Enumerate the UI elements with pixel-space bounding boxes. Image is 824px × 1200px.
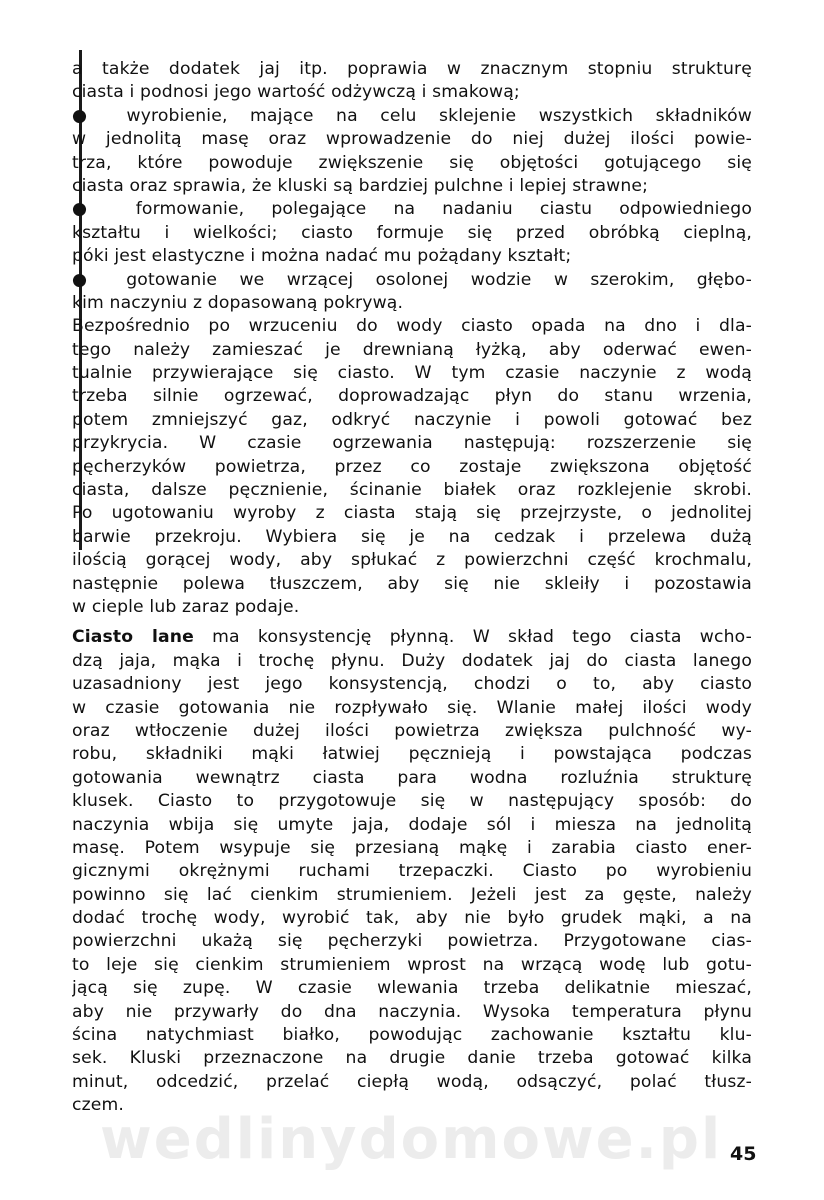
paragraph-ciasto-lane-first-line [72,626,752,649]
text-line: sek. Kluski przeznaczone na drugie danie trzeba gotować kilka [72,1048,752,1069]
text-line: powierzchni ukażą się pęcherzyki powietrza. Przygotowane cias- [72,931,752,952]
text-line: ciasta, dalsze pęcznienie, ścinanie białek oraz rozklejenie skrobi. [72,480,752,501]
text-line: ● formowanie, polegające na nadaniu ciastu odpowiedniego [72,199,752,220]
text-line: ilością gorącej wody, aby spłukać z powierzchni część krochmalu, [72,550,752,571]
paragraph-steps-and-cooking [72,58,752,619]
text-line: minut, odcedzić, przelać ciepłą wodą, odsączyć, polać tłusz- [72,1071,752,1092]
body-text [72,58,752,1118]
text-line: ciasta oraz sprawia, że kluski są bardziej pulchne i lepiej strawne; [72,175,649,196]
text-line: oraz wtłoczenie dużej ilości powietrza zwiększa pulchność wy- [72,720,752,741]
text-line: aby nie przywarły do dna naczynia. Wysoka temperatura płynu [72,1001,752,1022]
text-line: następnie polewa tłuszczem, aby się nie skleiły i pozostawia [72,573,752,594]
text-line: przykrycia. W czasie ogrzewania następują: rozszerzenie się [72,433,752,454]
text-line: jącą się zupę. W czasie wlewania trzeba delikatnie mieszać, [72,978,752,999]
text-line: dodać trochę wody, wyrobić tak, aby nie było grudek mąki, a na [72,908,752,929]
text-line: kim naczyniu z dopasowaną pokrywą. [72,292,404,313]
text-line: ciasta i podnosi jego wartość odżywczą i smakową; [72,82,520,103]
text-line: klusek. Ciasto to przygotowuje się w następujący sposób: do [72,791,752,812]
text-line: ścina natychmiast białko, powodując zachowanie kształtu klu- [72,1025,752,1046]
paragraph-ciasto-lane [72,650,752,1118]
text-line: czem. [72,1095,125,1116]
text-line: a także dodatek jaj itp. poprawia w znacznym stopniu strukturę [72,59,752,79]
text-line: Po ugotowaniu wyroby z ciasta stają się przejrzyste, o jednolitej [72,503,752,524]
text-line: barwie przekroju. Wybiera się je na cedzak i przelewa dużą [72,526,752,547]
text-line: ● gotowanie we wrzącej osolonej wodzie w szerokim, głębo- [72,269,752,290]
text-line: potem zmniejszyć gaz, odkryć naczynie i powoli gotować bez [72,409,752,430]
watermark-text: wedlinydomowe.pl [100,1107,723,1172]
text-line: trza, które powoduje zwiększenie się objętości gotującego się [72,152,752,173]
text-line: robu, składniki mąki łatwiej pęcznieją i powstająca podczas [72,744,752,765]
page-number: 45 [730,1143,757,1165]
text-line: ● wyrobienie, mające na celu sklejenie wszystkich składników [72,105,752,126]
text-line: dzą jaja, mąka i trochę płynu. Duży dodatek jaj do ciasta lanego [72,650,752,671]
text-line: póki jest elastyczne i można nadać mu pożądany kształt; [72,246,572,267]
text-line: to leje się cienkim strumieniem wprost na wrzącą wodę lub gotu- [72,954,752,975]
text-line: masę. Potem wsypuje się przesianą mąkę i zarabia ciasto ener- [72,837,752,858]
lead-term-ciasto-lane: Ciasto lane [72,627,194,648]
text-line: gotowania wewnątrz ciasta para wodna rozluźnia strukturę [72,767,752,788]
text-line: tualnie przywierające się ciasto. W tym czasie naczynie z wodą [72,363,752,384]
text-line: pęcherzyków powietrza, przez co zostaje zwiększona objętość [72,456,752,477]
text-line: trzeba silnie ogrzewać, doprowadzając płyn do stanu wrzenia, [72,386,752,407]
text-line: tego należy zamieszać je drewnianą łyżką, aby oderwać ewen- [72,339,752,360]
lead-line-rest: ma konsystencję płynną. W skład tego ciasta wcho- [193,627,752,648]
text-line: w czasie gotowania nie rozpływało się. Wlanie małej ilości wody [72,697,752,718]
text-line: Bezpośrednio po wrzuceniu do wody ciasto opada na dno i dla- [72,316,752,337]
text-line: naczynia wbija się umyte jaja, dodaje sól i miesza na jednolitą [72,814,752,835]
text-line: powinno się lać cienkim strumieniem. Jeżeli jest za gęste, należy [72,884,752,905]
text-line: uzasadniony jest jego konsystencją, chodzi o to, aby ciasto [72,674,752,695]
text-line: w cieple lub zaraz podaje. [72,596,300,617]
text-line: gicznymi okrężnymi ruchami trzepaczki. Ciasto po wyrobieniu [72,861,752,882]
text-line: w jednolitą masę oraz wprowadzenie do niej dużej ilości powie- [72,129,752,150]
text-line: kształtu i wielkości; ciasto formuje się przed obróbką cieplną, [72,222,752,243]
